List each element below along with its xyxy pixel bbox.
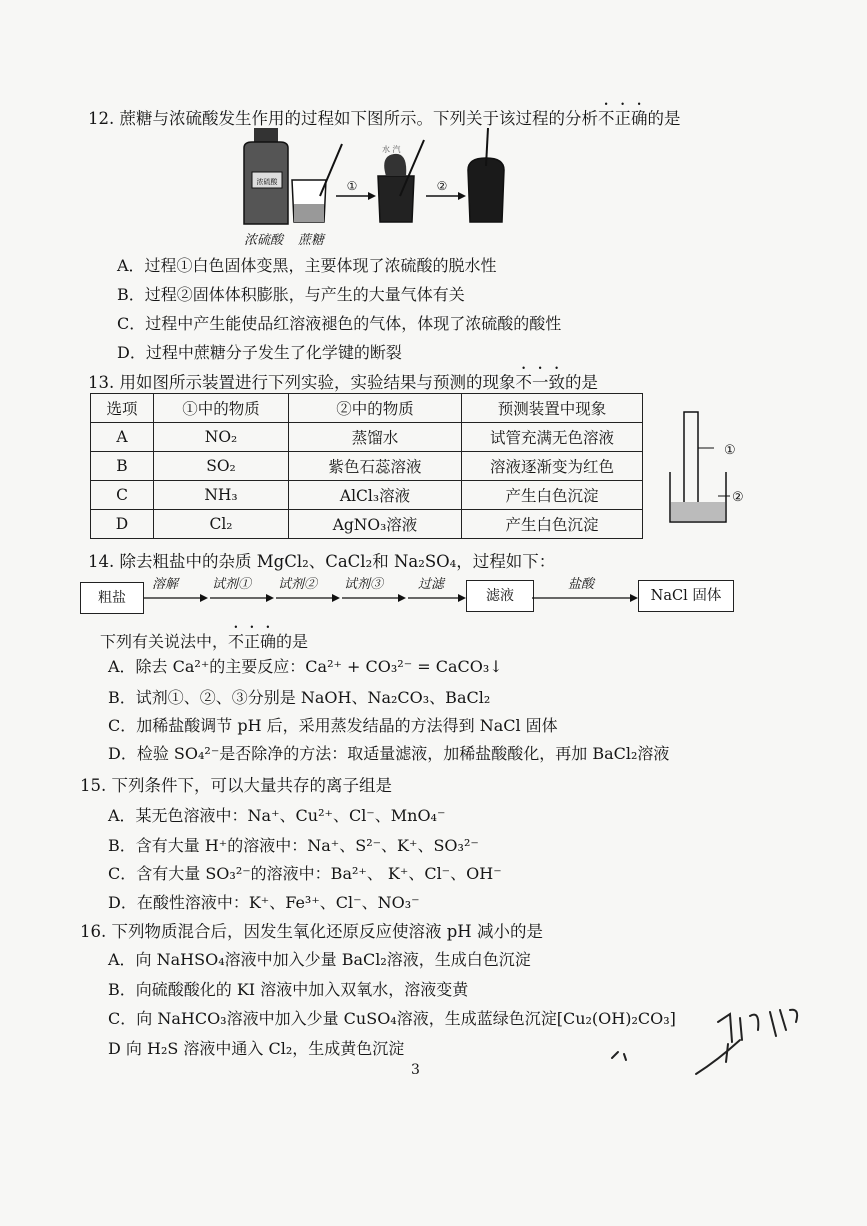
- table-cell: Cl₂: [154, 510, 289, 539]
- apparatus-label-1: ①: [724, 443, 736, 458]
- arrow-1-icon: [336, 179, 376, 200]
- header-cell: 预测装置中现象: [462, 394, 643, 423]
- q12-fig-label-sugar: 蔗糖: [298, 233, 325, 248]
- apparatus-label-2: ②: [732, 490, 744, 505]
- q16-option-c[interactable]: C．向 NaHCO₃溶液中加入少量 CuSO₄溶液，生成蓝绿色沉淀[Cu₂(OH)₂CO₃]: [108, 1009, 676, 1028]
- table-row: [91, 481, 643, 510]
- arrow-2-label: ②: [436, 179, 448, 193]
- table-header-row: [91, 394, 643, 423]
- table-cell: NH₃: [154, 481, 289, 510]
- q14-sub-stem-text: 下列有关说法中，: [100, 632, 229, 651]
- q14-stem-text: 除去粗盐中的杂质 MgCl₂、CaCl₂和 Na₂SO₄，过程如下：: [119, 552, 556, 571]
- header-cell: ②中的物质: [289, 394, 462, 423]
- q15-number: 15.: [80, 776, 107, 795]
- acid-bottle-icon: [244, 128, 288, 224]
- q16-option-a[interactable]: A．向 NaHSO₄溶液中加入少量 BaCl₂溶液，生成白色沉淀: [108, 950, 531, 969]
- table-cell: 产生白色沉淀: [462, 510, 643, 539]
- q13-number: 13.: [88, 373, 115, 392]
- q15-option-a[interactable]: A．某无色溶液中：Na⁺、Cu²⁺、Cl⁻、MnO₄⁻: [108, 806, 446, 825]
- table-cell: 紫色石蕊溶液: [289, 452, 462, 481]
- table-cell: D: [91, 510, 154, 539]
- table-row: [91, 423, 643, 452]
- q12-stem-end: 的是: [647, 109, 681, 128]
- q13-stem-end: 的是: [565, 373, 598, 392]
- flow-arrow-label: 试剂③: [344, 577, 384, 592]
- q14-sub-stem-emphasis: 不正确: [228, 632, 277, 651]
- table-cell: AgNO₃溶液: [289, 510, 462, 539]
- q15-stem-text: 下列条件下，可以大量共存的离子组是: [111, 776, 392, 795]
- flow-arrow-label: 试剂①: [212, 577, 252, 592]
- beaker-icon: [670, 472, 730, 522]
- bottle-label: 浓硫酸: [256, 178, 278, 186]
- page-number: 3: [411, 1062, 420, 1078]
- q12-option-d[interactable]: D．过程中蔗糖分子发生了化学键的断裂: [117, 343, 402, 362]
- header-cell: ①中的物质: [154, 394, 289, 423]
- table-row: [91, 452, 643, 481]
- q13-stem: [88, 364, 598, 393]
- q16-option-b[interactable]: B．向硫酸酸化的 KI 溶液中加入双氧水，溶液变黄: [108, 980, 469, 999]
- q12-option-a[interactable]: A．过程①白色固体变黑，主要体现了浓硫酸的脱水性: [117, 256, 497, 275]
- q16-stem: [80, 918, 543, 942]
- q16-option-d[interactable]: D 向 H₂S 溶液中通入 Cl₂，生成黄色沉淀: [108, 1039, 405, 1058]
- q12-fig-label-acid: 浓硫酸: [244, 233, 284, 248]
- q12-number: 12.: [88, 109, 115, 128]
- flow-arrow-label: 盐酸: [568, 577, 595, 592]
- table-cell: AlCl₃溶液: [289, 481, 462, 510]
- q15-option-d[interactable]: D．在酸性溶液中：K⁺、Fe³⁺、Cl⁻、NO₃⁻: [108, 893, 420, 912]
- q14-sub-stem-end: 的是: [276, 632, 309, 651]
- black-beaker-icon: [378, 140, 424, 222]
- q15-option-c[interactable]: C．含有大量 SO₃²⁻的溶液中：Ba²⁺、 K⁺、Cl⁻、OH⁻: [108, 864, 502, 883]
- flow-box-crude-salt: 粗盐: [80, 582, 144, 614]
- q15-option-b[interactable]: B．含有大量 H⁺的溶液中：Na⁺、S²⁻、K⁺、SO₃²⁻: [108, 836, 479, 855]
- q12-stem-text: 蔗糖与浓硫酸发生作用的过程如下图所示。下列关于该过程的分析: [119, 109, 598, 128]
- q12-option-b[interactable]: B．过程②固体体积膨胀，与产生的大量气体有关: [117, 285, 465, 304]
- q14-option-a[interactable]: A．除去 Ca²⁺的主要反应：Ca²⁺ + CO₃²⁻ = CaCO₃↓: [108, 657, 503, 676]
- expanded-carbon-icon: [468, 128, 504, 222]
- svg-text:水 汽: 水 汽: [382, 145, 401, 154]
- q13-table: [90, 393, 643, 539]
- table-cell: 试管充满无色溶液: [462, 423, 643, 452]
- header-cell: 选项: [91, 394, 154, 423]
- q14-number: 14.: [88, 552, 115, 571]
- q16-stem-text: 下列物质混合后，因发生氧化还原反应使溶液 pH 减小的是: [111, 922, 543, 941]
- q12-option-c[interactable]: C．过程中产生能使品红溶液褪色的气体，体现了浓硫酸的酸性: [117, 314, 562, 333]
- table-cell: B: [91, 452, 154, 481]
- test-tube-icon: [684, 412, 714, 512]
- table-cell: SO₂: [154, 452, 289, 481]
- handwritten-scribble: [600, 1000, 830, 1080]
- flow-arrows: [142, 590, 642, 606]
- q13-stem-emphasis: 不一致: [515, 373, 565, 392]
- table-cell: C: [91, 481, 154, 510]
- q14-option-b[interactable]: B．试剂①、②、③分别是 NaOH、Na₂CO₃、BaCl₂: [108, 688, 491, 707]
- q14-option-d[interactable]: D．检验 SO₄²⁻是否除净的方法：取适量滤液，加稀盐酸酸化，再加 BaCl₂溶液: [108, 744, 670, 763]
- flow-arrow-label: 试剂②: [278, 577, 318, 592]
- table-cell: 溶液逐渐变为红色: [462, 452, 643, 481]
- q14-option-c[interactable]: C．加稀盐酸调节 pH 后，采用蒸发结晶的方法得到 NaCl 固体: [108, 716, 558, 735]
- table-cell: A: [91, 423, 154, 452]
- arrow-2-icon: [426, 179, 466, 200]
- q12-stem-emphasis: 不正确: [598, 109, 648, 128]
- q16-number: 16.: [80, 922, 107, 941]
- table-row: [91, 510, 643, 539]
- q15-stem: [80, 772, 392, 796]
- q13-stem-text: 用如图所示装置进行下列实验，实验结果与预测的现象: [119, 373, 516, 392]
- flow-arrow-label: 溶解: [152, 577, 179, 592]
- q14-sub-stem: [100, 623, 308, 652]
- table-cell: 蒸馏水: [289, 423, 462, 452]
- flow-box-filtrate: 滤液: [466, 580, 534, 612]
- q12-stem: [88, 100, 681, 129]
- arrow-1-label: ①: [346, 179, 358, 193]
- table-cell: NO₂: [154, 423, 289, 452]
- q12-figure: [230, 126, 530, 246]
- table-cell: 产生白色沉淀: [462, 481, 643, 510]
- sugar-beaker-icon: [292, 144, 342, 222]
- flow-box-nacl: NaCl 固体: [638, 580, 734, 612]
- q14-stem: [88, 548, 555, 572]
- q13-apparatus: [664, 408, 754, 528]
- flow-arrow-label: 过滤: [418, 577, 445, 592]
